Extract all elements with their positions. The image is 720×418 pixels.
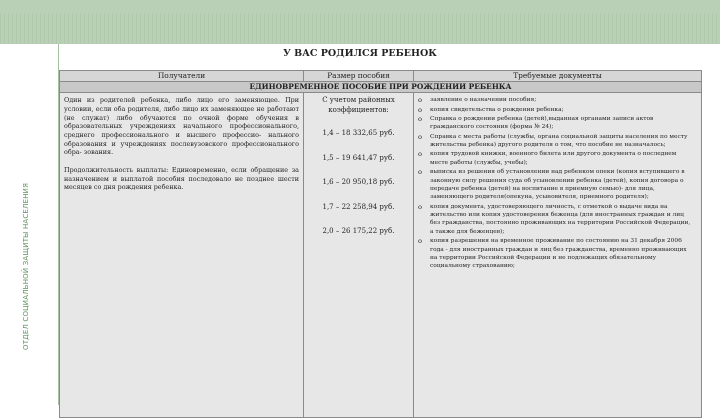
section-title: ЕДИНОВРЕМЕННОЕ ПОСОБИЕ ПРИ РОЖДЕНИИ РЕБЕНКА: [60, 82, 702, 93]
table-row: [60, 93, 702, 418]
documents-cell: [414, 93, 702, 418]
list-item: [418, 203, 695, 237]
bullet-icon: o: [418, 150, 422, 159]
bullet-icon: o: [418, 237, 422, 246]
header-pattern: [0, 14, 720, 44]
header-band: [0, 0, 720, 44]
document-text: копия документа, удостоверяющего личность, с отметкой о выдаче вида на жительство или копия удостоверения беженца (для иностранных граждан и лиц без гражданства, постоянно проживающих на территории Российской Федерации, а также для беженцев);: [430, 203, 691, 235]
duration-text: Продолжительность выплаты: Единовременно, если обращение за назначением и выплатой пособия последовало не позднее шести месяцев со дня рождения ребенка.: [64, 166, 299, 192]
header-recipients: Получатели: [60, 71, 304, 82]
recipients-text: Один из родителей ребенка, либо лицо его заменяющее. При условии, если оба родителя, либо лицо их заменяющее не работают (не служат) либо обучаются по очной форме обучения в образовательных учреждениях начального профессионального, среднего профессионального и высшего профессио- нального образования и учреждениях послевузовского профессионального обра- зования.: [64, 96, 299, 157]
bullet-icon: o: [418, 105, 422, 114]
amount-value: 1,5 – 19 641,47 руб.: [322, 153, 395, 162]
header-documents: Требуемые документы: [414, 71, 702, 82]
document-text: копия трудовой книжки, военного билета или другого документа о последнем месте работы (службы, учебы);: [430, 151, 677, 166]
document-text: Справка с места работы (службы, органа социальной защиты населения по месту жительства ребенка) другого родителя о том, что пособие не назначалось;: [430, 133, 688, 148]
header-amount: Размер пособия: [304, 71, 414, 82]
document-text: заявление о назначении пособия;: [430, 97, 537, 104]
list-item: [418, 150, 695, 167]
benefit-table: [59, 70, 702, 418]
side-label: ОТДЕЛ СОЦИАЛЬНОЙ ЗАЩИТЫ НАСЕЛЕНИЯ: [22, 182, 30, 350]
page-title: У ВАС РОДИЛСЯ РЕБЕНОК: [283, 48, 437, 59]
list-item: [418, 96, 695, 104]
bullet-icon: o: [418, 96, 422, 105]
list-item: [418, 115, 695, 132]
documents-list: [418, 96, 695, 271]
list-item: [418, 106, 695, 114]
table-header-row: [60, 71, 702, 82]
amount-value: 1,4 – 18 332,65 руб.: [322, 129, 395, 138]
bullet-icon: o: [418, 132, 422, 141]
amount-value: 2,0 – 26 175,22 руб.: [322, 227, 395, 236]
amount-value: 1,6 – 20 950,18 руб.: [322, 178, 395, 187]
bullet-icon: o: [418, 168, 422, 177]
amount-cell: [304, 93, 414, 418]
document-text: копия свидетельства о рождении ребенка;: [430, 106, 564, 113]
list-item: [418, 237, 695, 271]
recipients-cell: [60, 93, 304, 418]
bullet-icon: o: [418, 202, 422, 211]
document-text: копия разрешения на временное проживание по состоянию на 31 декабря 2006 года - для иностранных граждан и лиц без гражданства, временно проживающих на территории Российской Федерации и не подлежащих обязательному социальному страхованию;: [430, 238, 687, 270]
section-row: [60, 82, 702, 93]
document-text: выписка из решения об установлении над ребенком опеки (копия вступившего в законную силу решения суда об усыновлении ребенка (детей), копия договора о передаче ребенка (детей) на воспитание в приемную семью)- для лица, заменяющего родителя(опекуна, усыновителя, приемного родителя);: [430, 169, 685, 201]
document-text: Справка о рождении ребенка (детей),выданная органами записи актов гражданского состояния (форма № 24);: [430, 115, 654, 131]
list-item: [418, 168, 695, 202]
amount-value: 1,7 – 22 258,94 руб.: [322, 202, 395, 211]
amount-lead: С учетом районных коэффициентов:: [322, 96, 395, 114]
bullet-icon: o: [418, 114, 422, 123]
list-item: [418, 133, 695, 150]
